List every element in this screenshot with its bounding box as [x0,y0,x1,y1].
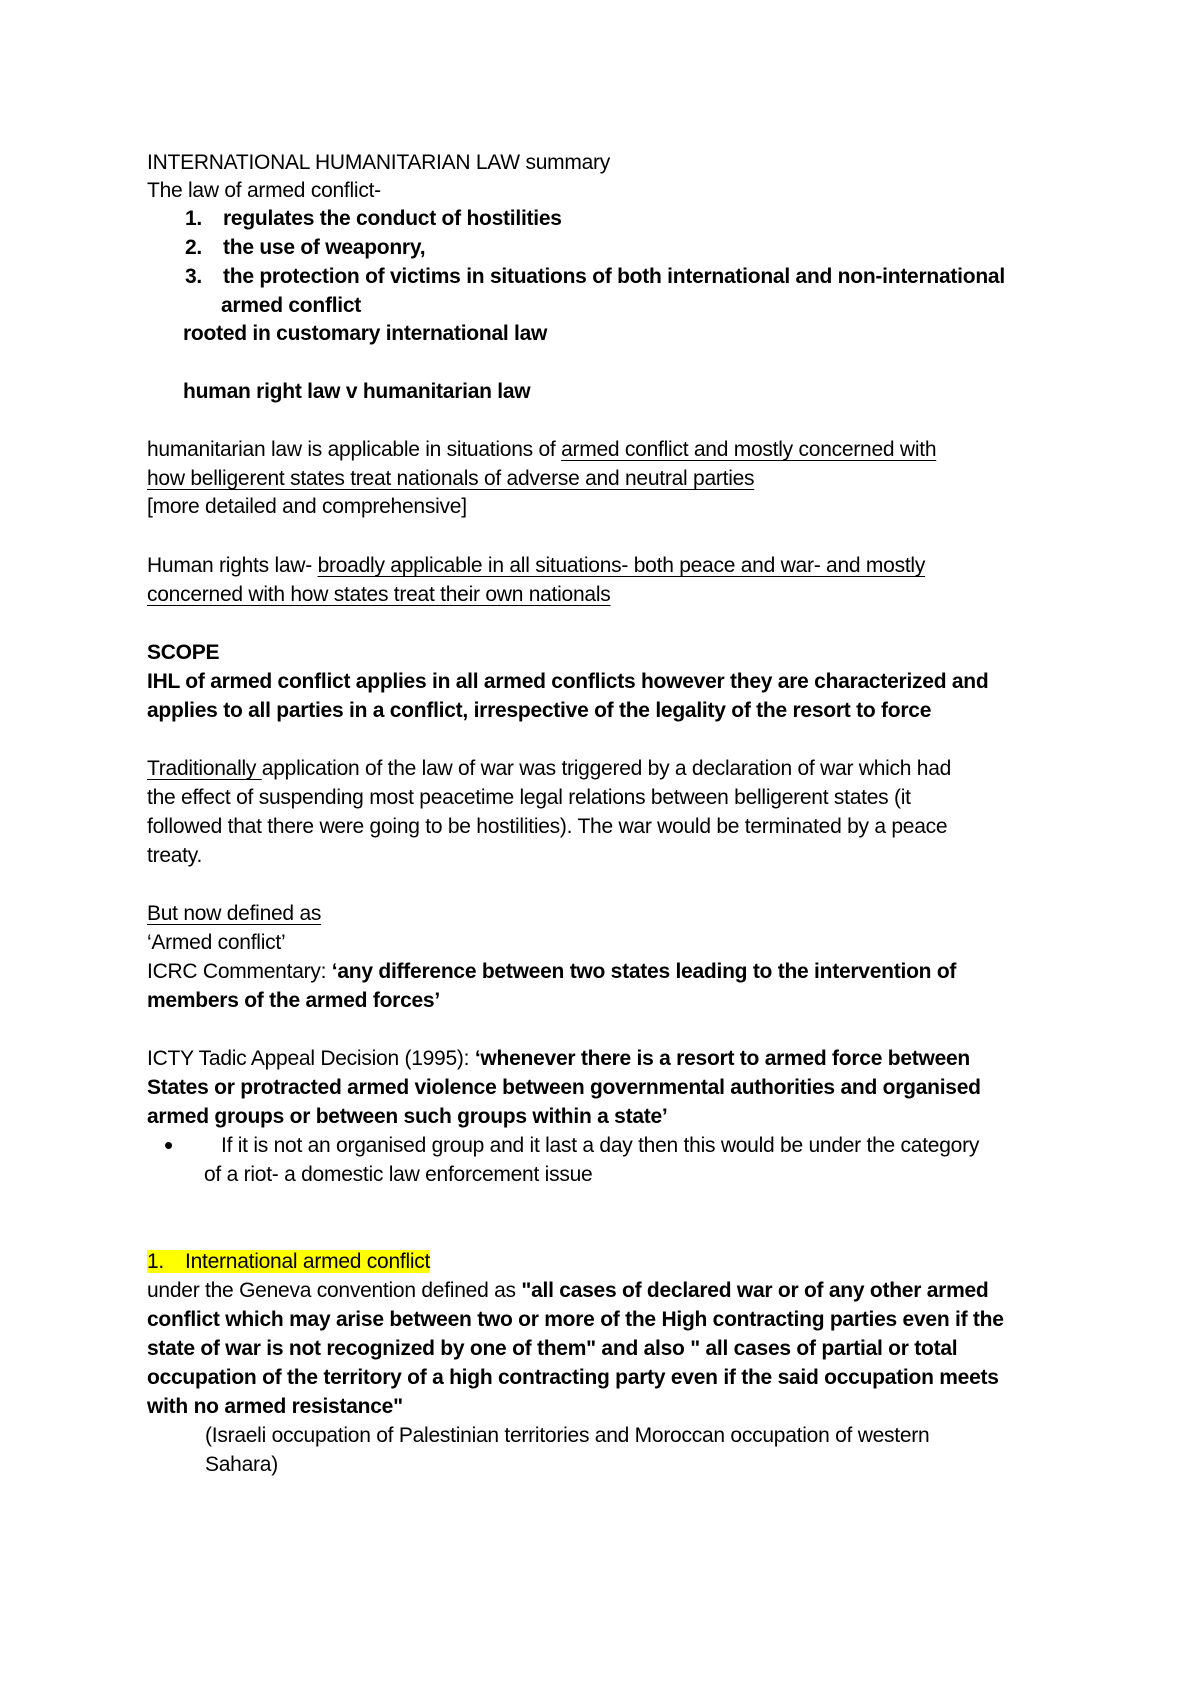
list-item-continuation: armed conflict [221,294,362,317]
text-span: application of the law of war was triggered by a declaration of war which had [261,757,952,780]
rooted-line: rooted in customary international law [183,322,548,345]
paragraph-line: with no armed resistance" [147,1395,403,1418]
bold-span: ‘whenever there is a resort to armed force between [474,1047,971,1070]
paragraph-line [147,754,951,784]
underlined-span: armed conflict and mostly concerned with [561,438,937,461]
underlined-span: broadly applicable in all situations- both peace and war- and mostly [317,554,926,577]
paragraph-line [147,1044,970,1074]
bold-span: "all cases of declared war or of any other armed [521,1279,989,1302]
list-item [185,262,1005,292]
paragraph-line: members of the armed forces’ [147,989,440,1012]
example-line: (Israeli occupation of Palestinian territories and Moroccan occupation of western [205,1424,930,1447]
list-text: the use of weaponry, [223,236,426,259]
list-number: 2. [185,236,203,259]
term-line: ‘Armed conflict’ [147,931,286,954]
section-heading-scope: SCOPE [147,641,220,664]
paragraph-line: applies to all parties in a conflict, irrespective of the legality of the resort to force [147,699,932,722]
underlined-span: Traditionally [147,757,262,780]
text-span: ICRC Commentary: [147,960,332,983]
bold-span: ‘any difference between two states leading to the intervention of [331,960,957,983]
text-span: under the Geneva convention defined as [147,1279,522,1302]
list-number: 3. [185,265,203,288]
paragraph-line [147,1276,989,1306]
comparison-heading: human right law v humanitarian law [183,380,531,403]
text-span: Human rights law- [147,554,318,577]
paragraph-line: how belligerent states treat nationals of adverse and neutral parties [147,467,755,490]
paragraph-line: IHL of armed conflict applies in all armed conflicts however they are characterized and [147,670,989,693]
paragraph-line [147,551,925,581]
paragraph-note: [more detailed and comprehensive] [147,495,467,518]
paragraph-line: occupation of the territory of a high contracting party even if the said occupation meets [147,1366,999,1389]
paragraph-line [147,957,956,987]
section-heading-iac [147,1247,430,1277]
bullet-text: of a riot- a domestic law enforcement issue [204,1163,593,1186]
paragraph-line: state of war is not recognized by one of them" and also " all cases of partial or total [147,1337,958,1360]
bullet-icon: • [164,1130,173,1160]
document-title: INTERNATIONAL HUMANITARIAN LAW summary [147,151,611,174]
intro-line: The law of armed conflict- [147,179,381,202]
paragraph-line: concerned with how states treat their own nationals [147,583,611,606]
paragraph-line [147,435,936,465]
paragraph-line: armed groups or between such groups within a state’ [147,1105,668,1128]
bullet-text: If it is not an organised group and it last a day then this would be under the category [221,1134,980,1157]
list-number: 1. [147,1250,165,1273]
paragraph-line: conflict which may arise between two or more of the High contracting parties even if the [147,1308,1004,1331]
list-item [185,204,562,234]
paragraph-line: followed that there were going to be hostilities). The war would be terminated by a peace [147,815,948,838]
paragraph-line: treaty. [147,844,203,867]
text-span: humanitarian law is applicable in situations of [147,438,562,461]
list-text: the protection of victims in situations of both international and non-international [223,265,1005,288]
text-span: ICTY Tadic Appeal Decision (1995): [147,1047,475,1070]
heading-text: International armed conflict [185,1250,431,1273]
paragraph-line: the effect of suspending most peacetime legal relations between belligerent states (it [147,786,911,809]
paragraph-line: States or protracted armed violence between governmental authorities and organised [147,1076,981,1099]
list-number: 1. [185,207,203,230]
list-item [185,233,425,263]
highlighted-heading [147,1250,430,1273]
list-text: regulates the conduct of hostilities [223,207,562,230]
subheading: But now defined as [147,902,322,925]
example-line: Sahara) [205,1453,278,1476]
